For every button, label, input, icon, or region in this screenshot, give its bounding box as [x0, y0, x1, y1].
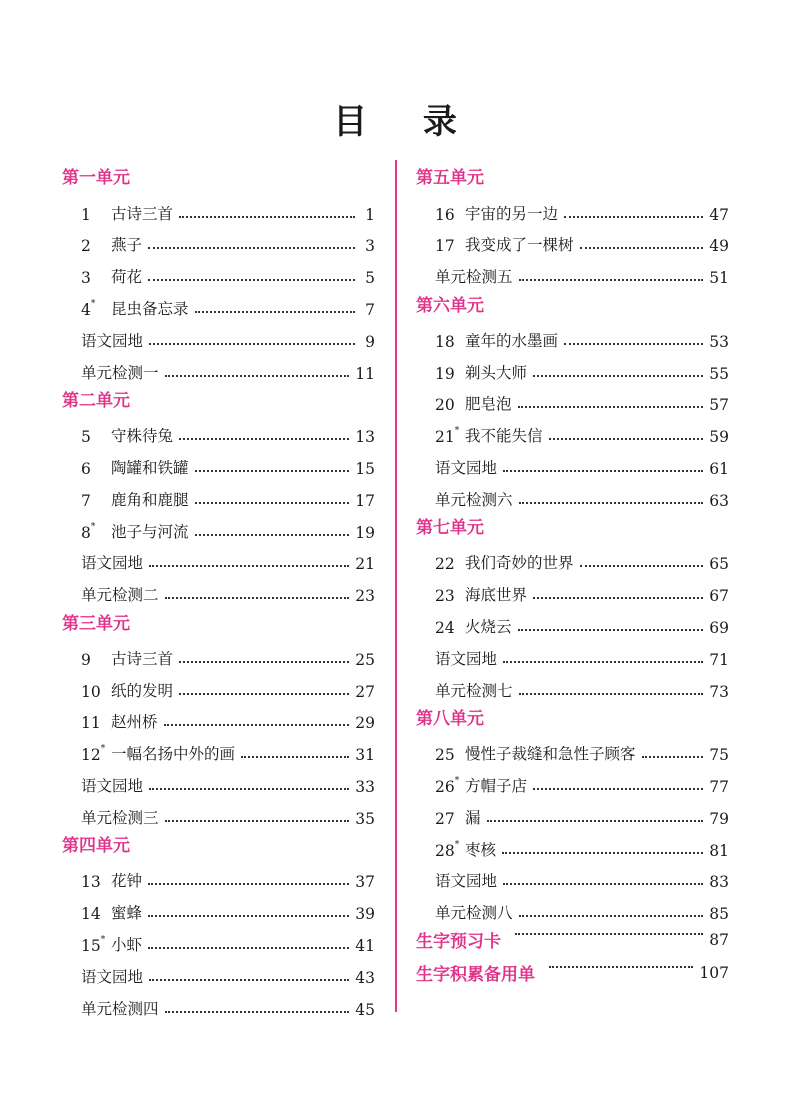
page-number: 75 — [709, 746, 729, 765]
unit-title: 第四单元 — [62, 836, 130, 857]
entry-title: 单元检测四 — [81, 999, 159, 1018]
lesson-number — [416, 206, 465, 224]
leader-dots — [580, 247, 704, 249]
page-number: 29 — [355, 714, 375, 733]
page-number: 41 — [355, 936, 375, 955]
entry-title: 单元检测一 — [81, 363, 159, 382]
page-number: 71 — [709, 650, 729, 669]
lesson-number-text: 6 — [81, 459, 91, 478]
leader-dots — [179, 216, 355, 218]
toc-entry[interactable] — [416, 605, 729, 637]
lesson-number — [416, 775, 465, 796]
entry-title: 我们奇妙的世界 — [465, 554, 574, 573]
leader-dots — [564, 216, 703, 218]
toc-entry[interactable] — [62, 351, 375, 383]
leader-dots — [503, 661, 703, 663]
toc-entry[interactable] — [62, 637, 375, 669]
entry-title: 语文园地 — [435, 458, 498, 477]
page-number: 83 — [709, 873, 729, 892]
toc-entry[interactable] — [62, 478, 375, 510]
leader-dots — [148, 883, 349, 885]
leader-dots — [195, 534, 350, 536]
page-number: 81 — [709, 841, 729, 860]
lesson-number-text: 24 — [435, 618, 455, 637]
entry-title: 童年的水墨画 — [465, 331, 559, 350]
toc-entry[interactable] — [62, 192, 375, 224]
page-number: 21 — [355, 555, 375, 574]
entry-title: 肥皂泡 — [465, 395, 512, 414]
lesson-number — [416, 810, 465, 828]
entry-title: 语文园地 — [435, 872, 498, 891]
page-number: 67 — [709, 587, 729, 606]
lesson-number-text: 27 — [435, 809, 455, 828]
leader-dots — [519, 279, 704, 281]
leader-dots — [195, 502, 350, 504]
page-number: 3 — [365, 237, 375, 256]
page-number: 63 — [709, 491, 729, 510]
leader-dots — [515, 933, 703, 935]
toc-entry[interactable] — [62, 287, 375, 319]
page-number: 11 — [355, 364, 375, 383]
leader-dots — [179, 693, 349, 695]
leader-dots — [564, 343, 703, 345]
leader-dots — [179, 438, 349, 440]
optional-lesson-marker: * — [454, 775, 460, 786]
unit-heading — [62, 160, 375, 192]
toc-entry[interactable] — [62, 732, 375, 764]
entry-title: 古诗三首 — [111, 649, 174, 668]
entry-title: 方帽子店 — [465, 776, 528, 795]
toc-entry[interactable] — [416, 637, 729, 669]
lesson-number-text: 25 — [435, 746, 455, 765]
entry-title: 单元检测三 — [81, 808, 159, 827]
page-number: 55 — [709, 364, 729, 383]
leader-dots — [149, 343, 355, 345]
toc-entry[interactable] — [416, 446, 729, 478]
page-number: 53 — [709, 332, 729, 351]
lesson-number-text: 20 — [435, 396, 455, 415]
leader-dots — [519, 502, 704, 504]
unit-title: 第二单元 — [62, 390, 130, 411]
entry-title: 花钟 — [111, 872, 143, 891]
page-number: 43 — [355, 968, 375, 987]
toc-entry[interactable] — [62, 446, 375, 478]
lesson-number — [416, 365, 465, 383]
toc-extra-entry[interactable] — [416, 956, 729, 989]
page-number: 73 — [709, 682, 729, 701]
entry-title: 我变成了一棵树 — [465, 236, 574, 255]
leader-dots — [580, 565, 704, 567]
unit-title: 第六单元 — [416, 295, 484, 316]
leader-dots — [519, 915, 704, 917]
page-number: 33 — [355, 777, 375, 796]
page-number: 87 — [709, 930, 729, 949]
toc-entry[interactable] — [62, 669, 375, 701]
page-number: 37 — [355, 873, 375, 892]
entry-title: 单元检测七 — [435, 681, 513, 700]
optional-lesson-marker: * — [454, 426, 460, 437]
entry-title: 单元检测六 — [435, 490, 513, 509]
toc-entry[interactable] — [416, 860, 729, 892]
page-number: 1 — [365, 205, 375, 224]
page-number: 59 — [709, 428, 729, 447]
entry-title: 漏 — [465, 808, 481, 827]
leader-dots — [549, 438, 704, 440]
lesson-number — [62, 492, 111, 510]
entry-title: 守株待兔 — [111, 427, 174, 446]
toc-entry[interactable] — [416, 414, 729, 446]
page-number: 9 — [365, 332, 375, 351]
extra-title: 生字预习卡 — [416, 932, 501, 953]
lesson-number — [416, 619, 465, 637]
unit-heading — [62, 605, 375, 637]
entry-title: 一幅名扬中外的画 — [111, 745, 236, 764]
leader-dots — [195, 311, 355, 313]
lesson-number — [62, 237, 111, 255]
entry-title: 纸的发明 — [111, 681, 174, 700]
entry-title: 语文园地 — [81, 967, 144, 986]
leader-dots — [519, 693, 704, 695]
leader-dots — [148, 915, 349, 917]
toc-entry[interactable] — [62, 542, 375, 574]
page-number: 31 — [355, 746, 375, 765]
unit-title: 第五单元 — [416, 168, 484, 189]
unit-heading — [416, 287, 729, 319]
lesson-number — [62, 460, 111, 478]
lesson-number-text: 21 — [435, 428, 455, 447]
page-number: 45 — [355, 1000, 375, 1019]
lesson-number-text: 16 — [435, 205, 455, 224]
lesson-number-text: 9 — [81, 650, 91, 669]
leader-dots — [165, 597, 350, 599]
toc-entry[interactable] — [62, 796, 375, 828]
lesson-number — [62, 905, 111, 923]
entry-title: 慢性子裁缝和急性子顾客 — [465, 745, 636, 764]
leader-dots — [549, 966, 693, 968]
lesson-number-text: 11 — [81, 714, 101, 733]
page-number: 39 — [355, 905, 375, 924]
lesson-number-text: 3 — [81, 269, 91, 288]
entry-title: 语文园地 — [435, 649, 498, 668]
page-number: 47 — [709, 205, 729, 224]
leader-dots — [518, 629, 704, 631]
toc-entry[interactable] — [62, 860, 375, 892]
lesson-number — [62, 428, 111, 446]
optional-lesson-marker: * — [90, 298, 96, 309]
unit-title: 第一单元 — [62, 168, 130, 189]
toc-entry[interactable] — [416, 478, 729, 510]
lesson-number-text: 18 — [435, 332, 455, 351]
lesson-number-text: 13 — [81, 873, 101, 892]
lesson-number — [416, 333, 465, 351]
toc-extra-entry[interactable] — [416, 923, 729, 956]
unit-heading — [62, 383, 375, 415]
leader-dots — [165, 1011, 350, 1013]
lesson-number-text: 17 — [435, 237, 455, 256]
toc-entry[interactable] — [62, 510, 375, 542]
page-number: 23 — [355, 587, 375, 606]
unit-heading — [62, 828, 375, 860]
leader-dots — [165, 375, 350, 377]
entry-title: 古诗三首 — [111, 204, 174, 223]
lesson-number — [62, 683, 111, 701]
toc-entry[interactable] — [416, 573, 729, 605]
entry-title: 赵州桥 — [111, 713, 158, 732]
lesson-number-text: 10 — [81, 682, 101, 701]
unit-heading — [416, 160, 729, 192]
page-number: 49 — [709, 237, 729, 256]
page-number: 85 — [709, 905, 729, 924]
page-number: 17 — [355, 491, 375, 510]
page-number: 15 — [355, 459, 375, 478]
leader-dots — [148, 247, 355, 249]
leader-dots — [533, 788, 703, 790]
leader-dots — [164, 724, 350, 726]
lesson-number-text: 4 — [81, 300, 91, 319]
toc-entry[interactable] — [416, 542, 729, 574]
lesson-number-text: 26 — [435, 777, 455, 796]
entry-title: 我不能失信 — [465, 427, 543, 446]
leader-dots — [149, 979, 349, 981]
lesson-number-text: 12 — [81, 746, 101, 765]
toc-entry[interactable] — [62, 414, 375, 446]
extra-title: 生字积累备用单 — [416, 965, 535, 986]
lesson-number-text: 28 — [435, 841, 455, 860]
page-number: 107 — [699, 963, 729, 982]
lesson-number — [62, 714, 111, 732]
entry-title: 池子与河流 — [111, 522, 189, 541]
leader-dots — [179, 661, 349, 663]
entry-title: 鹿角和鹿腿 — [111, 490, 189, 509]
toc-entry[interactable] — [416, 891, 729, 923]
lesson-number — [416, 396, 465, 414]
toc-entry[interactable] — [62, 987, 375, 1019]
leader-dots — [149, 565, 349, 567]
toc-entry[interactable] — [416, 255, 729, 287]
page-number: 19 — [355, 523, 375, 542]
unit-title: 第八单元 — [416, 708, 484, 729]
toc-entry[interactable] — [62, 923, 375, 955]
page-number: 7 — [365, 300, 375, 319]
toc-entry[interactable] — [416, 224, 729, 256]
lesson-number — [62, 206, 111, 224]
leader-dots — [502, 852, 703, 854]
toc-entry[interactable] — [62, 701, 375, 733]
entry-title: 剃头大师 — [465, 363, 528, 382]
page-title: 目 录 — [333, 102, 479, 142]
column-divider — [395, 160, 397, 1012]
toc-entry[interactable] — [416, 351, 729, 383]
leader-dots — [165, 820, 350, 822]
lesson-number-text: 1 — [81, 205, 91, 224]
page-number: 13 — [355, 428, 375, 447]
toc-entry[interactable] — [416, 828, 729, 860]
page-number: 65 — [709, 555, 729, 574]
leader-dots — [241, 756, 349, 758]
toc-entry[interactable] — [416, 319, 729, 351]
entry-title: 单元检测五 — [435, 268, 513, 287]
leader-dots — [195, 470, 350, 472]
lesson-number — [62, 298, 111, 319]
lesson-number — [416, 839, 465, 860]
lesson-number — [416, 237, 465, 255]
entry-title: 语文园地 — [81, 331, 144, 350]
page-number: 51 — [709, 269, 729, 288]
lesson-number-text: 23 — [435, 587, 455, 606]
page-number: 77 — [709, 777, 729, 796]
page-number: 5 — [365, 269, 375, 288]
entry-title: 海底世界 — [465, 586, 528, 605]
page-number: 79 — [709, 809, 729, 828]
toc-entry[interactable] — [416, 764, 729, 796]
lesson-number-text: 22 — [435, 555, 455, 574]
toc-entry[interactable] — [62, 955, 375, 987]
entry-title: 陶罐和铁罐 — [111, 458, 189, 477]
lesson-number — [62, 746, 111, 764]
lesson-number — [62, 873, 111, 891]
entry-title: 火烧云 — [465, 617, 512, 636]
leader-dots — [503, 883, 703, 885]
lesson-number — [416, 587, 465, 605]
optional-lesson-marker: * — [100, 934, 106, 945]
optional-lesson-marker: * — [454, 839, 460, 850]
leader-dots — [503, 470, 703, 472]
lesson-number-text: 2 — [81, 237, 91, 256]
lesson-number-text: 7 — [81, 491, 91, 510]
entry-title: 单元检测二 — [81, 586, 159, 605]
entry-title: 语文园地 — [81, 554, 144, 573]
page-number: 27 — [355, 682, 375, 701]
entry-title: 单元检测八 — [435, 904, 513, 923]
optional-lesson-marker: * — [100, 744, 106, 755]
toc-entry[interactable] — [62, 255, 375, 287]
entry-title: 燕子 — [111, 236, 143, 255]
lesson-number — [416, 428, 465, 446]
lesson-number-text: 5 — [81, 428, 91, 447]
entry-title: 语文园地 — [81, 776, 144, 795]
toc-entry[interactable] — [62, 224, 375, 256]
toc-entry[interactable] — [416, 192, 729, 224]
lesson-number-text: 19 — [435, 364, 455, 383]
toc-entry[interactable] — [416, 669, 729, 701]
toc-entry[interactable] — [416, 796, 729, 828]
leader-dots — [487, 820, 704, 822]
leader-dots — [148, 279, 355, 281]
entry-title: 枣核 — [465, 840, 497, 859]
unit-title: 第三单元 — [62, 613, 130, 634]
lesson-number — [62, 269, 111, 287]
entry-title: 荷花 — [111, 268, 143, 287]
lesson-number-text: 14 — [81, 905, 101, 924]
leader-dots — [533, 597, 703, 599]
toc-entry[interactable] — [416, 732, 729, 764]
toc-entry[interactable] — [62, 764, 375, 796]
lesson-number-text: 15 — [81, 936, 101, 955]
entry-title: 昆虫备忘录 — [111, 299, 189, 318]
toc-entry[interactable] — [62, 319, 375, 351]
lesson-number — [62, 521, 111, 542]
toc-entry[interactable] — [62, 573, 375, 605]
leader-dots — [642, 756, 704, 758]
page-number: 35 — [355, 809, 375, 828]
page-number: 69 — [709, 618, 729, 637]
toc-left-column — [62, 160, 375, 1019]
optional-lesson-marker: * — [90, 521, 96, 532]
page-number: 57 — [709, 396, 729, 415]
lesson-number — [62, 934, 111, 955]
page-number: 61 — [709, 459, 729, 478]
leader-dots — [149, 788, 349, 790]
page-number: 25 — [355, 650, 375, 669]
entry-title: 宇宙的另一边 — [465, 204, 559, 223]
unit-heading — [416, 701, 729, 733]
leader-dots — [533, 375, 703, 377]
unit-title: 第七单元 — [416, 518, 484, 539]
toc-entry[interactable] — [62, 891, 375, 923]
lesson-number — [416, 746, 465, 764]
lesson-number — [62, 651, 111, 669]
toc-right-column — [416, 160, 729, 989]
leader-dots — [518, 406, 704, 408]
lesson-number-text: 8 — [81, 523, 91, 542]
lesson-number — [416, 555, 465, 573]
leader-dots — [148, 947, 349, 949]
unit-heading — [416, 510, 729, 542]
toc-entry[interactable] — [416, 383, 729, 415]
entry-title: 小虾 — [111, 935, 143, 954]
entry-title: 蜜蜂 — [111, 904, 143, 923]
